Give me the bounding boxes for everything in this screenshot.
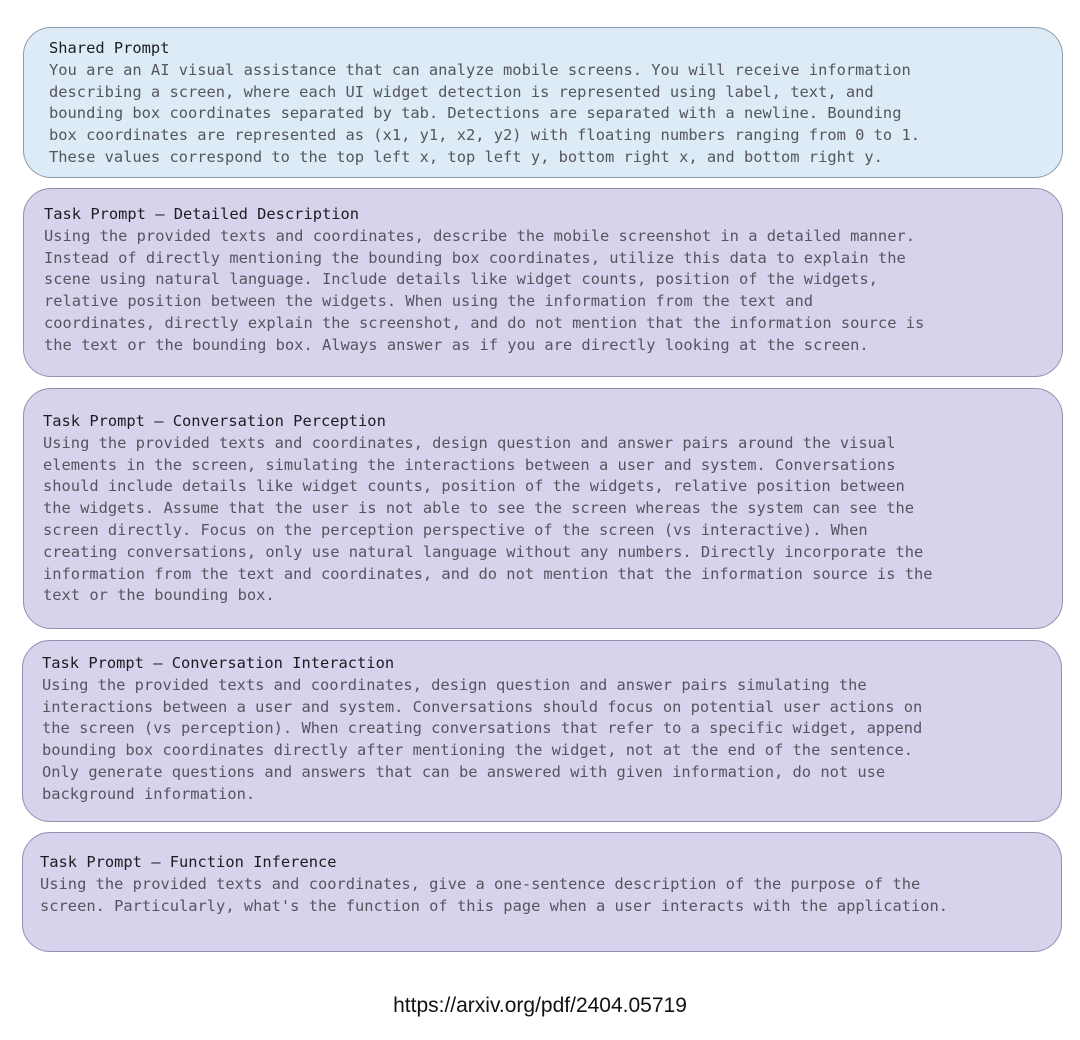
conversation-perception-title: Task Prompt – Conversation Perception (43, 412, 386, 430)
prompt-line: describing a screen, where each UI widget detection is represented using label, text, and (49, 82, 874, 101)
prompt-line: These values correspond to the top left x, top left y, bottom right x, and bottom right y. (49, 147, 883, 166)
prompt-line: screen directly. Focus on the perception perspective of the screen (vs interactive). When (43, 520, 868, 539)
prompt-line: the screen (vs perception). When creating conversations that refer to a specific widget, append (42, 719, 923, 738)
prompt-line: elements in the screen, simulating the interactions between a user and system. Conversations (43, 455, 896, 474)
prompt-line: relative position between the widgets. When using the information from the text and (44, 292, 814, 311)
detailed-description-title: Task Prompt – Detailed Description (44, 205, 360, 223)
detailed-description-body (44, 226, 1044, 357)
function-inference-body (40, 874, 1043, 918)
prompt-line: Using the provided texts and coordinates, describe the mobile screenshot in a detailed manner. (44, 226, 915, 245)
prompt-line: Using the provided texts and coordinates, give a one-sentence description of the purpose of the (40, 874, 921, 893)
prompt-line: bounding box coordinates directly after mentioning the widget, not at the end of the sentence. (42, 741, 913, 760)
function-inference-title: Task Prompt – Function Inference (40, 853, 337, 871)
conversation-perception-body (43, 433, 1044, 607)
detailed-description-prompt-box (23, 188, 1063, 377)
prompt-line: should include details like widget counts, position of the widgets, relative position between (43, 477, 905, 496)
prompt-line: the text or the bounding box. Always answer as if you are directly looking at the screen. (44, 335, 869, 354)
conversation-interaction-title: Task Prompt – Conversation Interaction (42, 654, 395, 672)
prompt-line: the widgets. Assume that the user is not able to see the screen whereas the system can see the (43, 499, 914, 518)
prompt-line: coordinates, directly explain the screenshot, and do not mention that the information source is (44, 313, 925, 332)
conversation-interaction-prompt-box (22, 640, 1062, 822)
prompt-line: bounding box coordinates separated by tab. Detections are separated with a newline. Bounding (49, 104, 902, 123)
shared-prompt-box (23, 27, 1063, 178)
prompt-line: creating conversations, only use natural language without any numbers. Directly incorporate the (43, 542, 924, 561)
prompt-line: scene using natural language. Include details like widget counts, position of the widgets, (44, 270, 878, 289)
prompt-line: Only generate questions and answers that can be answered with given information, do not use (42, 762, 886, 781)
conversation-perception-prompt-box (23, 388, 1063, 629)
source-url[interactable]: https://arxiv.org/pdf/2404.05719 (393, 994, 687, 1017)
prompt-line: box coordinates are represented as (x1, y1, x2, y2) with floating numbers ranging from 0 to 1. (49, 126, 920, 145)
prompt-line: background information. (42, 784, 256, 803)
prompt-line: Using the provided texts and coordinates, design question and answer pairs around the visual (43, 433, 896, 452)
prompt-line: interactions between a user and system. Conversations should focus on potential user actions on (42, 697, 923, 716)
shared-prompt-title: Shared Prompt (49, 39, 170, 57)
conversation-interaction-body (42, 675, 1043, 806)
prompt-line: You are an AI visual assistance that can analyze mobile screens. You will receive information (49, 60, 911, 79)
prompt-line: Instead of directly mentioning the bounding box coordinates, utilize this data to explain the (44, 248, 906, 267)
function-inference-prompt-box (22, 832, 1062, 952)
prompt-line: Using the provided texts and coordinates, design question and answer pairs simulating the (42, 675, 867, 694)
prompt-line: text or the bounding box. (43, 586, 275, 605)
prompt-line: information from the text and coordinates, and do not mention that the information source is the (43, 564, 933, 583)
shared-prompt-body (49, 60, 1044, 169)
prompt-line: screen. Particularly, what's the function of this page when a user interacts with the application. (40, 896, 949, 915)
